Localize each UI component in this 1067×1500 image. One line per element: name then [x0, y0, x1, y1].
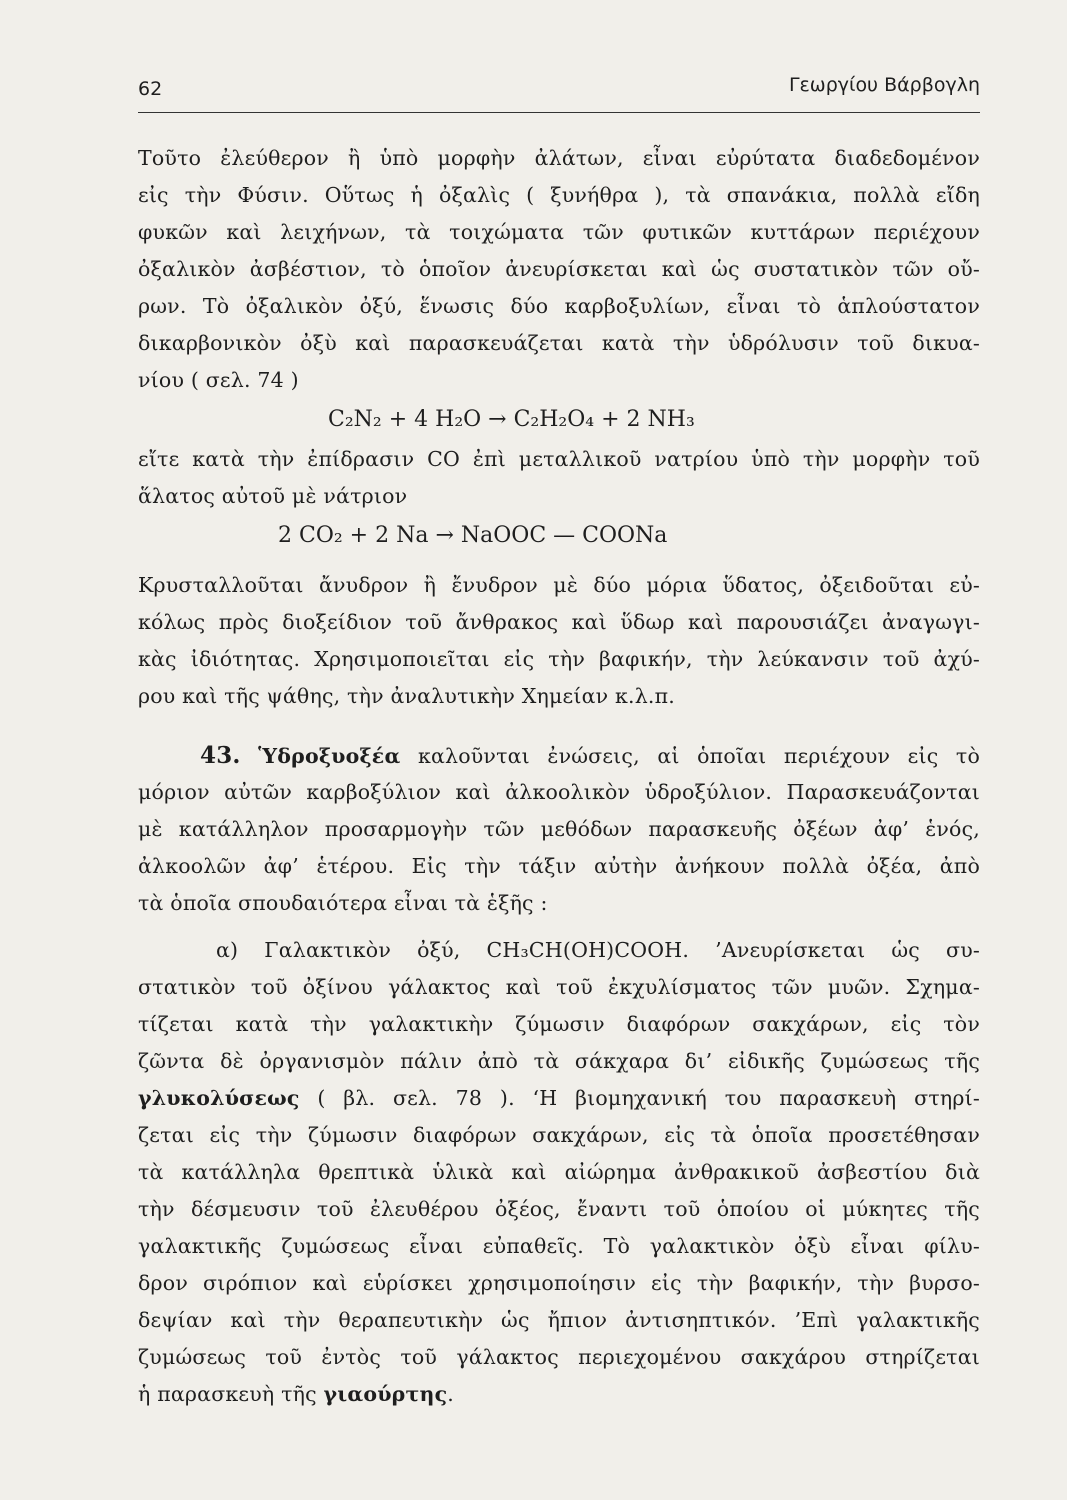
text-line: τίζεται κατὰ τὴν γαλακτικὴν ζύμωσιν διαφόρων σακχάρων, εἰς τὸν — [138, 1012, 980, 1036]
text-span: ἡ παρασκευὴ τῆς — [138, 1382, 317, 1406]
equation-dicyanogen-hydrolysis: C₂N₂ + 4 H₂O → C₂H₂O₄ + 2 NH₃ — [328, 407, 695, 432]
text-line: δεψίαν καὶ τὴν θεραπευτικὴν ὡς ἤπιον ἀντισηπτικόν. ’Επὶ γαλακτικῆς — [138, 1308, 980, 1332]
text-line: κὰς ἰδιότητας. Χρησιμοποιεῖται εἰς τὴν βαφικήν, τὴν λεύκανσιν τοῦ ἀχύ- — [138, 647, 980, 671]
equation-sodium-oxalate: 2 CO₂ + 2 Na → NaOOC — COONa — [278, 523, 668, 548]
section-heading-line — [138, 737, 980, 774]
text-span: ( βλ. σελ. 78 ). ‘Η βιομηχανική του παρασκευὴ στηρί- — [317, 1086, 981, 1110]
text-line: ὀξαλικὸν ἀσβέστιον, τὸ ὁποῖον ἀνευρίσκεται καὶ ὡς συστατικὸν τῶν οὔ- — [138, 257, 980, 281]
text-line — [138, 1376, 980, 1413]
text-line: εἰς τὴν Φύσιν. Οὕτως ἡ ὀξαλὶς ( ξυνήθρα ), τὰ σπανάκια, πολλὰ εἴδη — [138, 183, 980, 207]
text-line: τὴν δέσμευσιν τοῦ ἐλευθέρου ὀξέος, ἔναντι τοῦ ὁποίου οἱ μύκητες τῆς — [138, 1197, 980, 1221]
text-line: κόλως πρὸς διοξείδιον τοῦ ἄνθρακος καὶ ὕδωρ καὶ παρουσιάζει ἀναγωγι- — [138, 610, 980, 634]
text-line: γαλακτικῆς ζυμώσεως εἶναι εὐπαθεῖς. Τὸ γαλακτικὸν ὀξὺ εἶναι φίλυ- — [138, 1234, 980, 1258]
page-number: 62 — [138, 78, 163, 100]
text-line: δρον σιρόπιον καὶ εὑρίσκει χρησιμοποίησιν εἰς τὴν βαφικήν, τὴν βυρσο- — [138, 1271, 980, 1295]
paragraph-co-sodium — [138, 441, 980, 515]
text-line: ζυμώσεως τοῦ ἐντὸς τοῦ γάλακτος περιεχομένου σακχάρου στηρίζεται — [138, 1345, 980, 1369]
text-line: μὲ κατάλληλον προσαρμογὴν τῶν μεθόδων παρασκευῆς ὀξέων ἀφ’ ἑνός, — [138, 817, 980, 841]
text-line: νίου ( σελ. 74 ) — [138, 368, 299, 392]
text-line: φυκῶν καὶ λειχήνων, τὰ τοιχώματα τῶν φυτικῶν κυττάρων περιέχουν — [138, 220, 980, 244]
text-line: Κρυσταλλοῦται ἄνυδρον ἢ ἔνυδρον μὲ δύο μόρια ὕδατος, ὀξειδοῦται εὐ- — [138, 573, 980, 597]
text-line: ζῶντα δὲ ὀργανισμὸν πάλιν ἀπὸ τὰ σάκχαρα δι’ εἰδικῆς ζυμώσεως τῆς — [138, 1049, 980, 1073]
section-number: 43. — [200, 742, 241, 769]
text-line: εἴτε κατὰ τὴν ἐπίδρασιν CO ἐπὶ μεταλλικοῦ νατρίου ὑπὸ τὴν μορφὴν τοῦ — [138, 447, 980, 471]
text-line: ρων. Τὸ ὀξαλικὸν ὀξύ, ἕνωσις δύο καρβοξυλίων, εἶναι τὸ ἁπλούστατον — [138, 294, 980, 318]
text-line: ρου καὶ τῆς ψάθης, τὴν ἀναλυτικὴν Χημείαν κ.λ.π. — [138, 684, 676, 708]
text-line: τὰ ὁποῖα σπουδαιότερα εἶναι τὰ ἑξῆς : — [138, 891, 548, 915]
paragraph-oxalic-occurrence — [138, 140, 980, 399]
text-line: δικαρβονικὸν ὀξὺ καὶ παρασκευάζεται κατὰ τὴν ὑδρόλυσιν τοῦ δικυα- — [138, 331, 980, 355]
header-rule — [138, 112, 980, 113]
bold-term-glycolysis: γλυκολύσεως — [138, 1086, 300, 1110]
bold-term-yogurt: γιαούρτης — [323, 1382, 448, 1406]
text-line: ἅλατος αὐτοῦ μὲ νάτριον — [138, 484, 408, 508]
text-line: μόριον αὐτῶν καρβοξύλιον καὶ ἀλκοολικὸν ὑδροξύλιον. Παρασκευάζονται — [138, 780, 980, 804]
text-line: ἀλκοολῶν ἀφ’ ἑτέρου. Εἰς τὴν τάξιν αὐτὴν ἀνήκουν πολλὰ ὀξέα, ἀπὸ — [138, 854, 980, 878]
text-line: τὰ κατάλληλα θρεπτικὰ ὑλικὰ καὶ αἰώρημα ἀνθρακικοῦ ἀσβεστίου διὰ — [138, 1160, 980, 1184]
text-span: . — [447, 1382, 454, 1406]
running-head: Γεωργίου Βάρβογλη — [788, 74, 980, 96]
text-line: Τοῦτο ἐλεύθερον ἢ ὑπὸ μορφὴν ἀλάτων, εἶναι εὐρύτατα διαδεδομένον — [138, 146, 980, 170]
section-term: Ὑδροξυοξέα — [258, 744, 401, 768]
text-line: α) Γαλακτικὸν ὀξύ, CH₃CH(OH)COOH. ’Ανευρίσκεται ὡς συ- — [216, 938, 980, 962]
paragraph-lactic-acid — [138, 932, 980, 1413]
section-43-hydroxy-acids — [138, 737, 980, 922]
page-body — [138, 140, 980, 1413]
text-line — [138, 1080, 980, 1117]
page-header — [138, 74, 980, 108]
section-heading-rest: καλοῦνται ἐνώσεις, αἱ ὁποῖαι περιέχουν εἰς τὸ — [417, 744, 981, 768]
paragraph-oxalic-properties — [138, 567, 980, 715]
text-line: στατικὸν τοῦ ὀξίνου γάλακτος καὶ τοῦ ἐκχυλίσματος τῶν μυῶν. Σχημα- — [138, 975, 980, 999]
text-line: ζεται εἰς τὴν ζύμωσιν διαφόρων σακχάρων, εἰς τὰ ὁποῖα προσετέθησαν — [138, 1123, 980, 1147]
